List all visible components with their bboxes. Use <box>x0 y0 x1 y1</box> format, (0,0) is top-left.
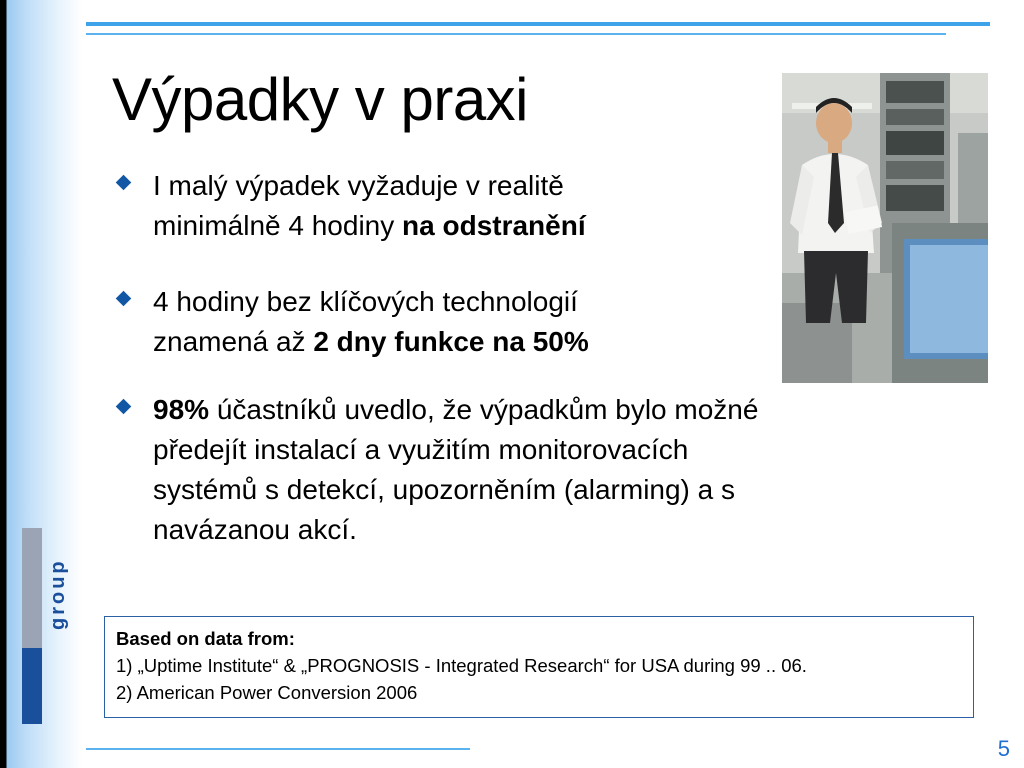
bullet-text <box>153 282 589 362</box>
bullet-emphasis: 98% <box>153 394 210 425</box>
top-rule-thin <box>86 33 946 35</box>
diamond-bullet-icon <box>116 291 132 307</box>
top-rule-thick <box>86 22 990 26</box>
logo-wordmark: group <box>47 558 69 630</box>
diamond-bullet-icon <box>116 399 132 415</box>
bullet-text <box>153 166 586 246</box>
bullet-line: předejít instalací a využitím monitorovacích <box>153 434 689 465</box>
hwgroup-logo <box>18 520 70 730</box>
bullet-line: systémů s detekcí, upozorněním (alarming) a s <box>153 474 736 505</box>
bullet-line: navázanou akcí. <box>153 514 357 545</box>
bullet-emphasis: na odstranění <box>402 210 586 241</box>
bottom-rule <box>86 748 470 750</box>
bullet-line: znamená až <box>153 326 314 357</box>
office-photo <box>782 73 988 383</box>
source-line: 1) „Uptime Institute“ & „PROGNOSIS - Integrated Research“ for USA during 99 .. 06. <box>116 655 807 676</box>
sources-heading: Based on data from: <box>116 628 295 649</box>
sources-box <box>104 616 974 718</box>
diamond-bullet-icon <box>116 175 132 191</box>
bullet-text <box>153 390 758 550</box>
slide-title: Výpadky v praxi <box>112 66 529 133</box>
bullet-line: 4 hodiny bez klíčových technologií <box>153 286 578 317</box>
page-number: 5 <box>997 736 1010 761</box>
source-line: 2) American Power Conversion 2006 <box>116 682 418 703</box>
bullet-line: minimálně 4 hodiny <box>153 210 403 241</box>
photo-illustration <box>782 73 988 383</box>
bullet-emphasis: 2 dny funkce na 50% <box>313 326 589 357</box>
hwgroup-logo-mark <box>18 520 70 730</box>
bullet-line: účastníků uvedlo, že výpadkům bylo možné <box>209 394 759 425</box>
bullet-line: I malý výpadek vyžaduje v realitě <box>153 170 564 201</box>
